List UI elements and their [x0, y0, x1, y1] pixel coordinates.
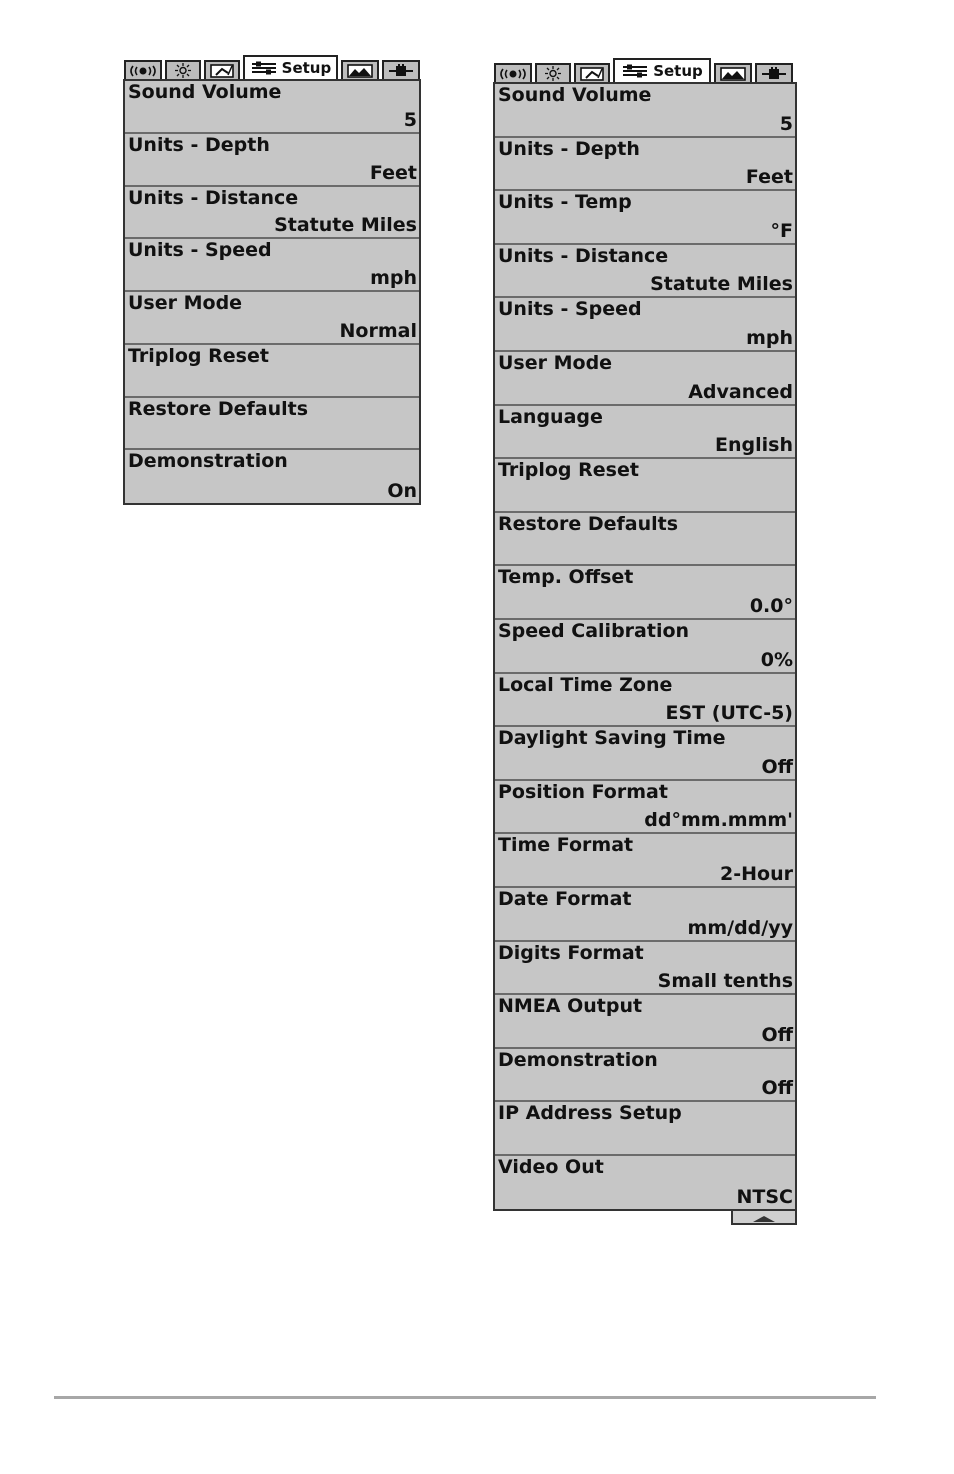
menu-item-label: Demonstration [128, 450, 288, 473]
menu-item-value: English [715, 434, 793, 457]
menu-item-label: Units - Distance [498, 244, 669, 267]
menu-item-label: Date Format [498, 887, 632, 910]
menu-item-label: Restore Defaults [128, 397, 309, 420]
tab-sonar[interactable] [124, 60, 162, 79]
setup-menu-panel-basic [123, 55, 421, 505]
tab-setup-label: Setup [281, 59, 332, 77]
menu-item-position-format[interactable] [495, 781, 795, 835]
wrench-setup-icon [250, 60, 278, 76]
menu-item-daylight-saving-time[interactable] [495, 727, 795, 781]
menu-item-units-speed[interactable] [125, 239, 419, 292]
menu-item-label: User Mode [498, 351, 613, 374]
menu-item-value: Advanced [688, 380, 793, 403]
menu-item-value: 2-Hour [720, 862, 793, 885]
tab-chart[interactable] [574, 63, 610, 82]
sonar-icon [129, 64, 157, 78]
menu-item-ip-address-setup[interactable] [495, 1102, 795, 1156]
tab-sonar-view[interactable] [165, 60, 201, 79]
menu-item-nmea-output[interactable] [495, 995, 795, 1049]
menu-item-label: NMEA Output [498, 995, 643, 1018]
menu-item-label: Units - Temp [498, 191, 632, 214]
menu-item-label: Units - Depth [128, 133, 270, 156]
tab-accessories[interactable] [755, 63, 793, 82]
menu-item-value: Normal [339, 319, 417, 342]
menu-item-triplog-reset[interactable] [125, 345, 419, 398]
menu-item-value: 5 [403, 108, 417, 131]
menu-item-label: Video Out [498, 1155, 604, 1178]
tab-landscape[interactable] [341, 60, 379, 79]
menu-item-value: Off [761, 1023, 793, 1046]
menu-item-value: mph [746, 326, 793, 349]
scroll-indicator[interactable] [731, 1211, 797, 1225]
menu-item-label: Temp. Offset [498, 566, 634, 589]
menu-item-temp-offset[interactable] [495, 566, 795, 620]
menu-item-units-speed[interactable] [495, 298, 795, 352]
menu-item-speed-calibration[interactable] [495, 620, 795, 674]
menu-item-value: 0% [760, 648, 793, 671]
menu-item-label: Local Time Zone [498, 673, 673, 696]
menu-item-sound-volume[interactable] [125, 81, 419, 134]
menu-item-label: Triplog Reset [128, 344, 269, 367]
menu-item-label: Time Format [498, 834, 634, 857]
menu-item-label: Language [498, 405, 603, 428]
menu-item-value: Feet [369, 161, 417, 184]
menu-item-value: mm/dd/yy [687, 916, 793, 939]
scroll-up-arrow-icon [749, 1208, 779, 1227]
tab-accessories[interactable] [382, 60, 420, 79]
menu-item-units-depth[interactable] [495, 138, 795, 192]
tab-setup-label: Setup [653, 62, 703, 80]
menu-item-label: Position Format [498, 780, 668, 803]
menu-item-demonstration[interactable] [125, 450, 419, 503]
menu-item-value: On [387, 480, 417, 502]
tab-sonar[interactable] [494, 63, 532, 82]
menu-item-triplog-reset[interactable] [495, 459, 795, 513]
menu-item-value: mph [370, 267, 417, 289]
menu-item-sound-volume[interactable] [495, 84, 795, 138]
menu-item-label: Demonstration [498, 1048, 658, 1071]
menu-item-value: °F [770, 219, 793, 242]
menu-item-label: Units - Speed [498, 298, 642, 321]
menu-item-units-temp[interactable] [495, 191, 795, 245]
landscape-icon [347, 64, 373, 78]
tab-bar [493, 58, 797, 82]
tab-landscape[interactable] [714, 63, 752, 82]
menu-item-value: Statute Miles [274, 214, 417, 237]
menu-item-value: 0.0° [749, 594, 793, 617]
menu-item-value: 5 [779, 112, 793, 135]
menu-item-value: dd°mm.mmm' [644, 809, 793, 832]
menu-item-restore-defaults[interactable] [495, 513, 795, 567]
menu-item-label: Units - Distance [128, 186, 299, 209]
wrench-setup-icon [621, 63, 649, 79]
menu-item-label: Units - Speed [128, 239, 272, 262]
menu-item-units-distance[interactable] [495, 245, 795, 299]
setup-menu-panel-advanced [493, 58, 797, 1211]
menu-item-label: Sound Volume [128, 81, 282, 103]
menu-item-user-mode[interactable] [495, 352, 795, 406]
menu-item-label: Speed Calibration [498, 619, 690, 642]
menu-item-value: NTSC [736, 1186, 793, 1209]
menu-item-value: EST (UTC-5) [665, 702, 793, 725]
menu-item-units-depth[interactable] [125, 134, 419, 187]
menu-item-user-mode[interactable] [125, 292, 419, 345]
menu-item-time-format[interactable] [495, 834, 795, 888]
tab-bar [123, 55, 421, 79]
chart-icon [210, 64, 234, 78]
tab-chart[interactable] [204, 60, 240, 79]
landscape-icon [720, 67, 746, 81]
menu-item-digits-format[interactable] [495, 942, 795, 996]
tab-setup[interactable] [613, 58, 711, 82]
menu-item-label: Sound Volume [498, 84, 652, 106]
plug-icon [388, 64, 414, 78]
menu-item-label: IP Address Setup [498, 1102, 682, 1125]
menu-item-value: Statute Miles [650, 273, 793, 296]
menu-item-label: Restore Defaults [498, 512, 679, 535]
sun-icon [544, 66, 562, 81]
setup-menu-list [123, 79, 421, 505]
menu-item-date-format[interactable] [495, 888, 795, 942]
tab-setup[interactable] [243, 55, 339, 79]
plug-icon [761, 67, 787, 81]
menu-item-units-distance[interactable] [125, 187, 419, 240]
menu-item-label: Units - Depth [498, 137, 640, 160]
menu-item-value: Feet [745, 166, 793, 189]
menu-item-label: User Mode [128, 292, 243, 314]
sun-icon [174, 63, 192, 78]
menu-item-demonstration[interactable] [495, 1049, 795, 1103]
menu-item-value: Small tenths [657, 970, 793, 993]
menu-item-label: Digits Format [498, 941, 644, 964]
menu-item-restore-defaults[interactable] [125, 398, 419, 451]
menu-item-local-time-zone[interactable] [495, 674, 795, 728]
menu-item-label: Daylight Saving Time [498, 727, 726, 750]
chart-icon [580, 67, 604, 81]
menu-item-value: Off [761, 755, 793, 778]
setup-menu-list [493, 82, 797, 1211]
menu-item-video-out[interactable] [495, 1156, 795, 1210]
menu-item-label: Triplog Reset [498, 459, 639, 482]
sonar-icon [499, 67, 527, 81]
page-footer-rule [54, 1396, 876, 1399]
menu-item-value: Off [761, 1077, 793, 1100]
tab-sonar-view[interactable] [535, 63, 571, 82]
menu-item-language[interactable] [495, 406, 795, 460]
